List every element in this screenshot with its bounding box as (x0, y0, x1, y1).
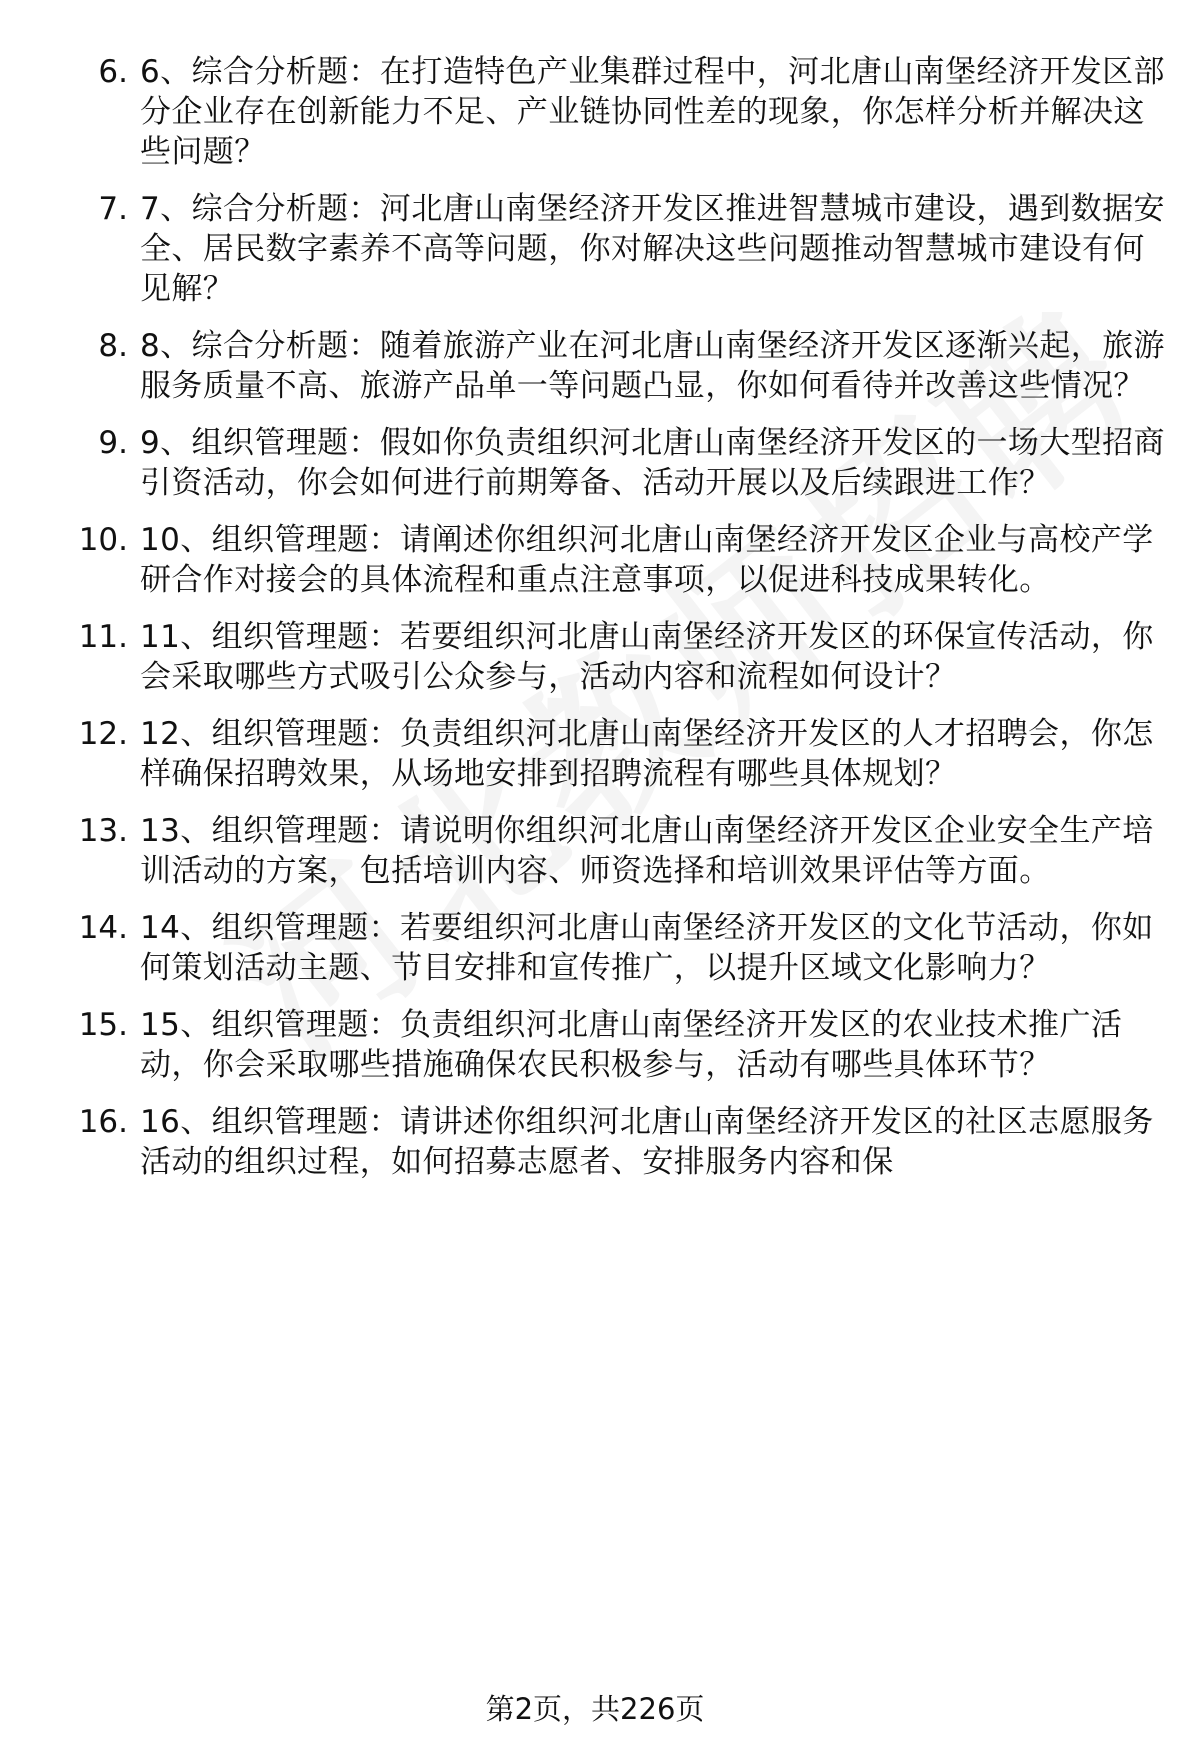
question-item-16 (60, 1102, 1170, 1182)
question-text: 14、组织管理题：若要组织河北唐山南堡经济开发区的文化节活动，你如何策划活动主题、节目安排和宣传推广，以提升区域文化影响力？ (140, 910, 1154, 986)
question-item-9 (60, 423, 1170, 503)
question-number: 14. (78, 910, 128, 946)
question-text: 13、组织管理题：请说明你组织河北唐山南堡经济开发区企业安全生产培训活动的方案，包括培训内容、师资选择和培训效果评估等方面。 (140, 813, 1154, 889)
question-list (60, 52, 1170, 1199)
question-item-10 (60, 520, 1170, 600)
question-text: 12、组织管理题：负责组织河北唐山南堡经济开发区的人才招聘会，你怎样确保招聘效果，从场地安排到招聘流程有哪些具体规划？ (140, 716, 1154, 792)
question-item-15 (60, 1005, 1170, 1085)
question-item-11 (60, 617, 1170, 697)
question-item-8 (60, 326, 1170, 406)
question-number: 10. (78, 522, 128, 558)
question-text: 15、组织管理题：负责组织河北唐山南堡经济开发区的农业技术推广活动，你会采取哪些措施确保农民积极参与，活动有哪些具体环节？ (140, 1007, 1123, 1083)
question-item-14 (60, 908, 1170, 988)
question-number: 8. (98, 328, 128, 364)
question-number: 13. (78, 813, 128, 849)
question-number: 11. (78, 619, 128, 655)
question-number: 12. (78, 716, 128, 752)
question-number: 6. (98, 54, 128, 90)
question-number: 16. (78, 1104, 128, 1140)
question-item-13 (60, 811, 1170, 891)
question-text: 10、组织管理题：请阐述你组织河北唐山南堡经济开发区企业与高校产学研合作对接会的具体流程和重点注意事项，以促进科技成果转化。 (140, 522, 1154, 598)
question-number: 7. (98, 191, 128, 227)
question-text: 8、综合分析题：随着旅游产业在河北唐山南堡经济开发区逐渐兴起，旅游服务质量不高、旅游产品单一等问题凸显，你如何看待并改善这些情况？ (140, 328, 1165, 404)
question-item-6 (60, 52, 1170, 172)
question-text: 11、组织管理题：若要组织河北唐山南堡经济开发区的环保宣传活动，你会采取哪些方式吸引公众参与，活动内容和流程如何设计？ (140, 619, 1154, 695)
question-number: 9. (98, 425, 128, 461)
question-item-7 (60, 189, 1170, 309)
question-text: 16、组织管理题：请讲述你组织河北唐山南堡经济开发区的社区志愿服务活动的组织过程，如何招募志愿者、安排服务内容和保 (140, 1104, 1154, 1180)
page-footer: 第2页，共226页 (485, 1692, 705, 1726)
question-text: 9、组织管理题：假如你负责组织河北唐山南堡经济开发区的一场大型招商引资活动，你会如何进行前期筹备、活动开展以及后续跟进工作？ (140, 425, 1165, 501)
question-item-12 (60, 714, 1170, 794)
question-text: 7、综合分析题：河北唐山南堡经济开发区推进智慧城市建设，遇到数据安全、居民数字素养不高等问题，你对解决这些问题推动智慧城市建设有何见解？ (140, 191, 1165, 307)
question-text: 6、综合分析题：在打造特色产业集群过程中，河北唐山南堡经济开发区部分企业存在创新能力不足、产业链协同性差的现象，你怎样分析并解决这些问题？ (140, 54, 1165, 170)
question-number: 15. (78, 1007, 128, 1043)
